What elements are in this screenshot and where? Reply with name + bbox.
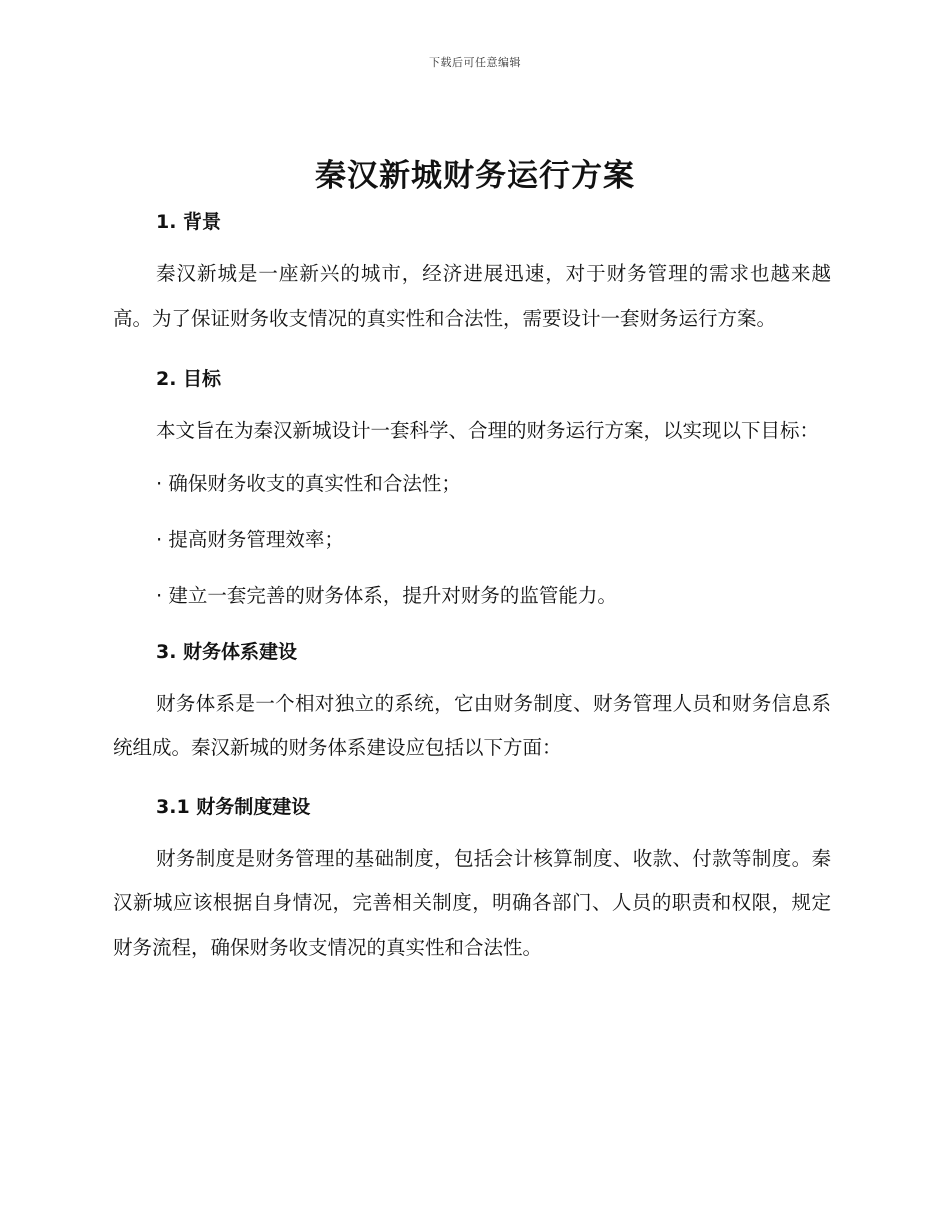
goals-paragraph: 本文旨在为秦汉新城设计一套科学、合理的财务运行方案，以实现以下目标： [156, 419, 820, 442]
section-heading-regulation: 3.1 财务制度建设 [156, 795, 311, 818]
section-heading-background: 1. 背景 [156, 211, 222, 233]
header-note: 下载后可任意编辑 [429, 56, 521, 69]
document-body [113, 202, 831, 970]
regulation-paragraph: 财务制度是财务管理的基础制度，包括会计核算制度、收款、付款等制度。秦汉新城应该根据自身情况，完善相关制度，明确各部门、人员的职责和权限，规定财务流程，确保财务收支情况的真实性和合法性。 [113, 846, 831, 959]
goal-bullet-item: · 提高财务管理效率； [156, 527, 344, 551]
background-paragraph: 秦汉新城是一座新兴的城市，经济进展迅速，对于财务管理的需求也越来越高。为了保证财务收支情况的真实性和合法性，需要设计一套财务运行方案。 [113, 262, 831, 330]
goal-bullet-item: · 确保财务收支的真实性和合法性； [156, 471, 461, 495]
system-paragraph: 财务体系是一个相对独立的系统，它由财务制度、财务管理人员和财务信息系统组成。秦汉新城的财务体系建设应包括以下方面： [113, 691, 831, 759]
goal-bullet-item: · 建立一套完善的财务体系，提升对财务的监管能力。 [156, 583, 617, 607]
section-heading-system: 3. 财务体系建设 [156, 640, 298, 663]
document-title: 秦汉新城财务运行方案 [315, 158, 635, 194]
section-heading-goals: 2. 目标 [156, 368, 222, 390]
